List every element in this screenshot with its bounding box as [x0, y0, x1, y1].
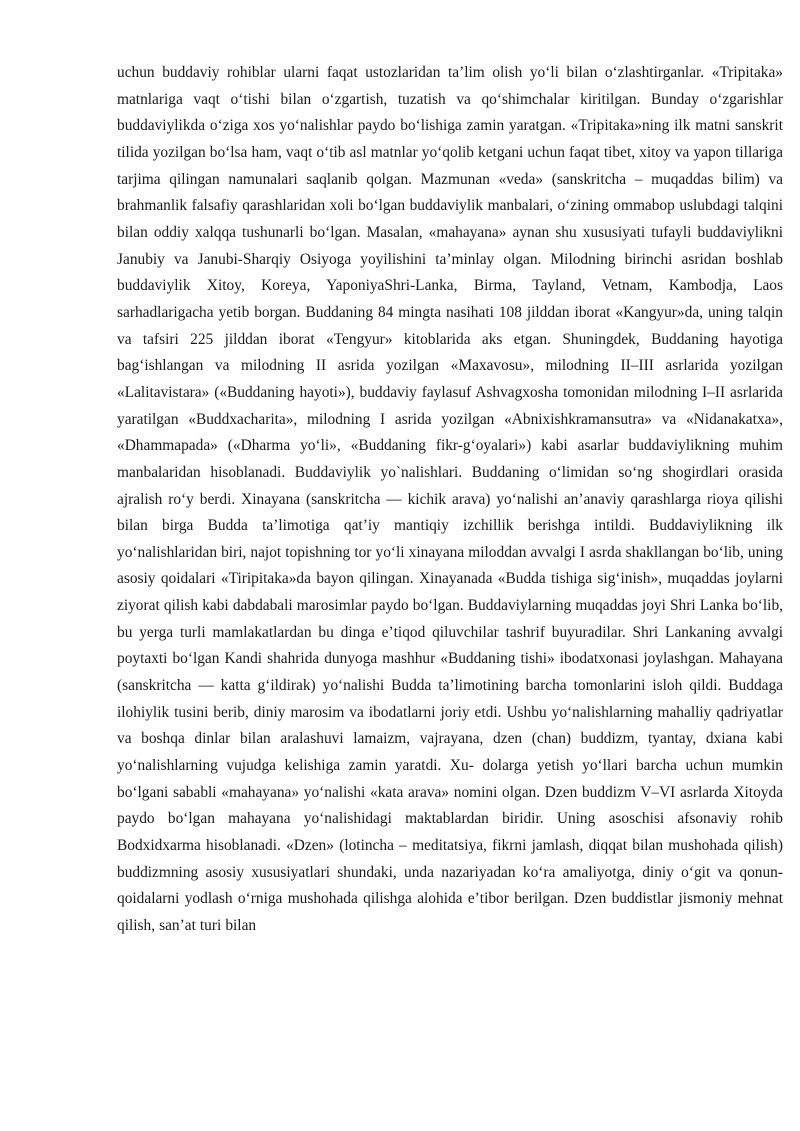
body-paragraph: uchun buddaviy rohiblar ularni faqat ustozlaridan taʼlim olish yoʻli bilan oʻzlashtirganlar. «Tripitaka» matnlariga vaqt oʻtishi bilan oʻzgartish, tuzatish va qoʻshimchalar kiritilgan. Bunday oʻzgarishlar buddaviylikda oʻziga xos yoʻnalishlar paydo boʻlishiga zamin yaratgan. «Tripitaka»ning ilk matni sanskrit tilida yozilgan boʻlsa ham, vaqt oʻtib asl matnlar yoʻqolib ketgani uchun faqat tibet, xitoy va yapon tillariga tarjima qilingan namunalari saqlanib qolgan. Mazmunan «veda» (sanskritcha – muqaddas bilim) va brahmanlik falsafiy qarashlaridan xoli boʻlgan buddaviylik manbalari, oʻzining ommabop uslubdagi talqini bilan oddiy xalqqa tushunarli boʻlgan. Masalan, «mahayana» aynan shu xususiyati tufayli buddaviylikni Janubiy va Janubi-Sharqiy Osiyoga yoyilishini taʼminlay olgan. Milodning birinchi asridan boshlab buddaviylik Xitoy, Koreya, YaponiyaShri-Lanka, Birma, Tayland, Vetnam, Kambodja, Laos sarhadlarigacha yetib borgan. Buddaning 84 mingta nasihati 108 jilddan iborat «Kangyur»da, uning talqin va tafsiri 225 jilddan iborat «Tengyur» kitoblarida aks etgan. Shuningdek, Buddaning hayotiga bagʻishlangan va milodning II asrida yozilgan «Maxavosu», milodning II–III asrlarida yozilgan «Lalitavistara» («Buddaning hayoti»), buddaviy faylasuf Ashvagxosha tomonidan milodning I–II asrlarida yaratilgan «Buddxacharita», milodning I asrida yozilgan «Abnixishkramansutra» va «Nidanakatxa», «Dhammapada» («Dharma yoʻli», «Buddaning fikr-gʻoyalari») kabi asarlar buddaviylikning muhim manbalaridan hisoblanadi. Buddaviylik yo`nalishlari. Buddaning oʻlimidan soʻng shogirdlari orasida ajralish roʻy berdi. Xinayana (sanskritcha — kichik arava) yoʻnalishi anʼanaviy qarashlarga rioya qilishi bilan birga Budda taʼlimotiga qatʼiy mantiqiy izchillik berishga intildi. Buddaviylikning ilk yoʻnalishlaridan biri, najot topishning tor yoʻli xinayana miloddan avvalgi I asrda shakllangan boʻlib, uning asosiy qoidalari «Tiripitaka»da bayon qilingan. Xinayanada «Budda tishiga sigʻinish», muqaddas joylarni ziyorat qilish kabi dabdabali marosimlar paydo boʻlgan. Buddaviylarning muqaddas joyi Shri Lanka boʻlib, bu yerga turli mamlakatlardan bu dinga eʼtiqod qiluvchilar tashrif buyuradilar. Shri Lankaning avvalgi poytaxti boʻlgan Kandi shahrida dunyoga mashhur «Buddaning tishi» ibodatxonasi joylashgan. Mahayana (sanskritcha — katta gʻildirak) yoʻnalishi Budda taʼlimotining barcha tomonlarini isloh qildi. Buddaga ilohiylik tusini berib, diniy marosim va ibodatlarni joriy etdi. Ushbu yoʻnalishlarning mahalliy qadriyatlar va boshqa dinlar bilan aralashuvi lamaizm, vajrayana, dzen (chan) buddizm, tyantay, dxiana kabi yoʻnalishlarning vujudga kelishiga zamin yaratdi. Xu- dolarga yetish yoʻllari barcha uchun mumkin boʻlgani sababli «mahayana» yoʻnalishi «kata arava» nomini olgan. Dzen buddizm V–VI asrlarda Xitoyda paydo boʻlgan mahayana yoʻnalishidagi maktablardan biridir. Uning asoschisi afsonaviy rohib Bodxidxarma hisoblanadi. «Dzen» (lotincha – meditatsiya, fikrni jamlash, diqqat bilan mushohada qilish) buddizmning asosiy xususiyatlari shundaki, unda nazariyadan koʻra amaliyotga, diniy oʻgit va qonun-qoidalarni yodlash oʻrniga mushohada qilishga alohida eʼtibor berilgan. Dzen buddistlar jismoniy mehnat qilish, sanʼat turi bilan — [117, 64, 783, 934]
